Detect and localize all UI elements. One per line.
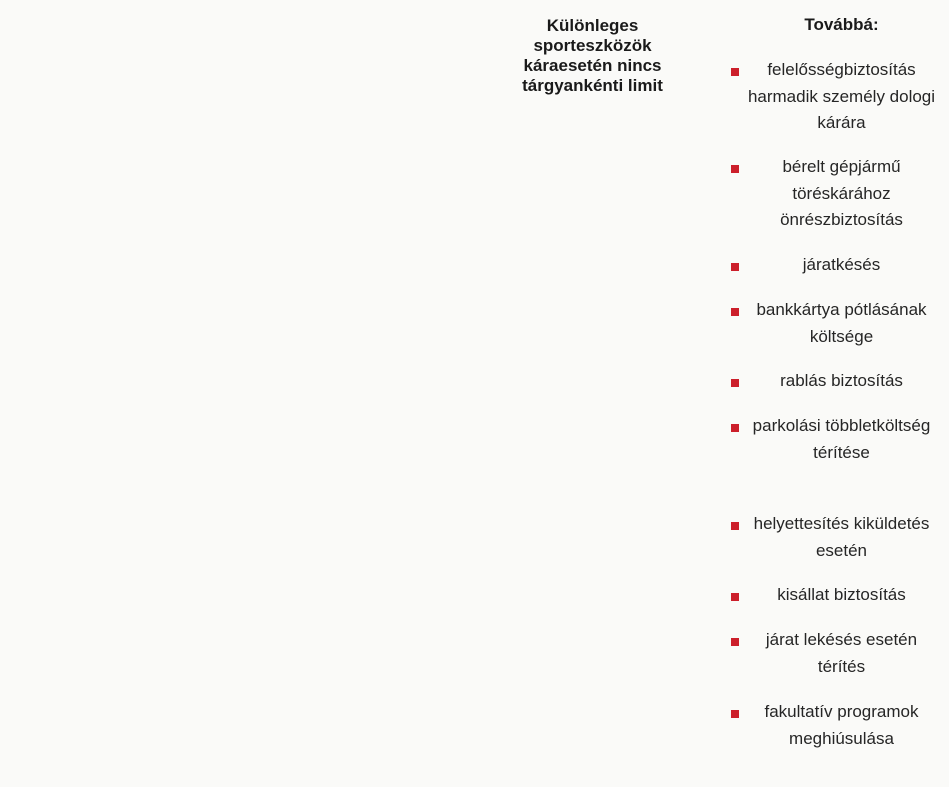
list-item <box>725 252 940 279</box>
bullet-icon <box>731 593 739 601</box>
additional-coverage-column <box>725 14 940 748</box>
list-item-label: rablás biztosítás <box>780 371 903 390</box>
bullet-icon <box>731 308 739 316</box>
bullet-icon <box>731 68 739 76</box>
list-item-label: járatkésés <box>802 255 881 274</box>
list-item-label: parkolási többletköltség térítése <box>752 416 931 462</box>
additional-coverage-heading: Továbbá: <box>804 15 879 34</box>
list-item <box>725 368 940 395</box>
list-item-label: felelősségbiztosítás harmadik személy dologi kárára <box>747 60 936 132</box>
sport-equipment-heading: Különleges sporteszközök káraesetén nincs tárgyankénti limit <box>522 16 663 95</box>
list-item-label: bérelt gépjármű töréskárához önrészbiztosítás <box>780 157 903 229</box>
list-item-label: járat lekésés esetén térítés <box>765 630 918 676</box>
list-item-label: bankkártya pótlásának költsége <box>756 300 927 346</box>
bullet-icon <box>731 710 739 718</box>
list-item <box>725 582 940 609</box>
bullet-icon <box>731 263 739 271</box>
list-item <box>725 699 940 752</box>
list-item <box>725 511 940 564</box>
bullet-icon <box>731 522 739 530</box>
list-item <box>725 57 940 137</box>
bullet-icon <box>731 638 739 646</box>
list-item <box>725 413 940 466</box>
list-item-label: fakultatív programok meghiúsulása <box>764 702 919 748</box>
bullet-icon <box>731 424 739 432</box>
list-item <box>725 297 940 350</box>
bullet-icon <box>731 379 739 387</box>
list-item <box>725 154 940 234</box>
list-item <box>725 627 940 680</box>
list-item-label: kisállat biztosítás <box>777 585 906 604</box>
bullet-icon <box>731 165 739 173</box>
list-item-label: helyettesítés kiküldetés esetén <box>753 514 930 560</box>
